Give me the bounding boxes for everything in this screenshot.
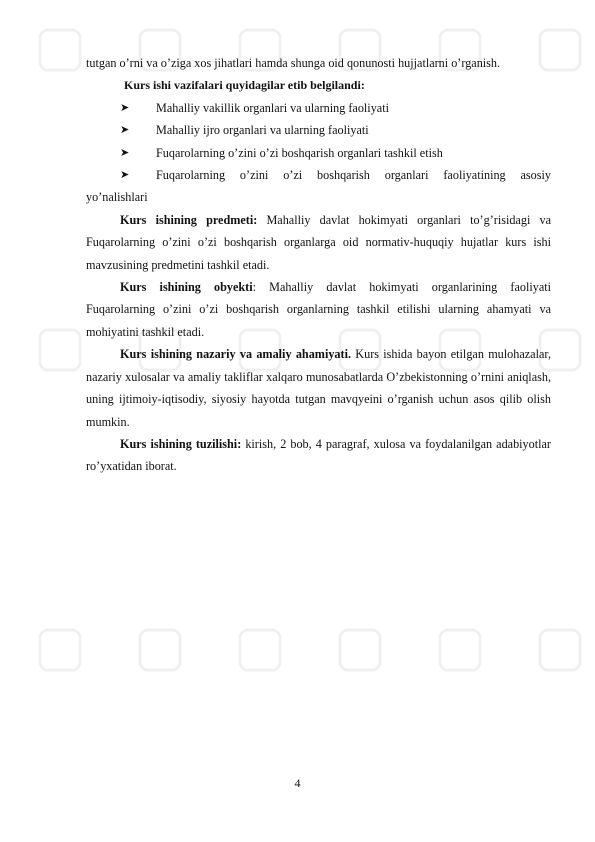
paragraph-subject [86,209,551,276]
list-item-text-continued: yo’nalishlari [86,190,148,205]
list-item [86,142,551,164]
subject-text: Mahalliy davlat hokimyati organlari to’g’risidagi va Fuqarolarning o’zini o’zi boshqarish organlarga oid normativ-huquqiy hujatlar kurs ishi mavzusining predmetini tashkil etadi. [86,212,551,272]
tasks-heading: Kurs ishi vazifalari quyidagilar etib belgilandi: [124,78,365,93]
structure-label: Kurs ishining tuzilishi: [120,436,242,451]
list-item-text: Mahalliy ijro organlari va ularning faoliyati [156,123,369,138]
arrowhead-bullet-icon: ➤ [120,146,130,159]
list-item-text: Fuqarolarning o’zini o’zi boshqarish organlari tashkil etish [156,145,443,160]
arrowhead-bullet-icon: ➤ [120,101,130,114]
list-item [86,119,551,141]
list-item-text: Mahalliy vakillik organlari va ularning faoliyati [156,100,389,115]
structure-text: kirish, 2 bob, 4 paragraf, xulosa va foydalanilgan adabiyotlar ro’yxatidan iborat. [86,436,551,474]
arrowhead-bullet-icon: ➤ [120,169,130,182]
paragraph-structure [86,433,551,478]
list-item-text: Fuqarolarning o’zini o’zi boshqarish organlari faoliyatining asosiy [156,168,551,183]
significance-text: Kurs ishida bayon etilgan mulohazalar, nazariy xulosalar va amaliy takliflar xalqaro munosabatlarda O’zbekistonning o’rnini aniqlash, uning ijtimoiy-iqtisodiy, siyosiy hayotda tutgan mavqyeini o’rganish uchun asos qilib olish mumkin. [86,347,551,429]
object-label: Kurs ishining obyekti [120,280,253,295]
paragraph-significance [86,343,551,433]
paragraph-object [86,276,551,343]
subject-label: Kurs ishining predmeti: [120,212,258,227]
significance-label: Kurs ishining nazariy va amaliy ahamiyati. [120,347,352,362]
body-text [86,52,551,478]
page-number: 4 [294,776,301,790]
list-item [86,97,551,119]
object-text: : Mahalliy davlat hokimyati organlarining faoliyati Fuqarolarning o’zini o’zi boshqarish organlarning tashkil etilishi ularning ahamyati va mohiyatini tashkil etadi. [86,280,551,339]
list-item [86,164,551,209]
paragraph-intro: tutgan o’rni va o’ziga xos jihatlari hamda shunga oid qonunosti hujjatlarni o’rganish. [86,56,501,70]
arrowhead-bullet-icon: ➤ [120,124,130,137]
